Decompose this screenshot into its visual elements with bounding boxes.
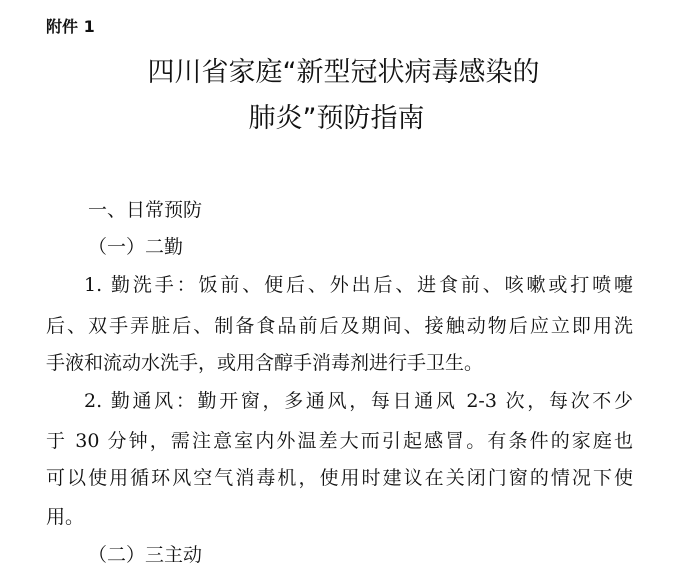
document-title-line-1: 四川省家庭“新型冠状病毒感染的 [147, 57, 540, 88]
item2-line-4: 用。 [46, 506, 85, 528]
section-heading-daily-prevention: 一、日常预防 [88, 199, 203, 221]
subsection-heading-three-initiatives: （二）三主动 [88, 544, 203, 566]
document-title-line-2: 肺炎”预防指南 [248, 103, 425, 134]
item1-line-1: 1. 勤洗手：饭前、便后、外出后、进食前、咳嗽或打喷嚏 [84, 274, 633, 296]
attachment-label: 附件 1 [46, 17, 95, 36]
item2-line-3: 可以使用循环风空气消毒机，使用时建议在关闭门窗的情况下使 [46, 467, 633, 489]
item1-line-3: 手液和流动水洗手，或用含醇手消毒剂进行手卫生。 [46, 352, 484, 374]
item1-line-2: 后、双手弄脏后、制备食品前后及期间、接触动物后应立即用洗 [46, 315, 633, 337]
item2-line-2: 于 30 分钟，需注意室内外温差大而引起感冒。有条件的家庭也 [46, 430, 633, 452]
item2-line-1: 2. 勤通风：勤开窗，多通风，每日通风 2-3 次，每次不少 [84, 390, 633, 412]
subsection-heading-two-diligences: （一）二勤 [88, 236, 184, 258]
